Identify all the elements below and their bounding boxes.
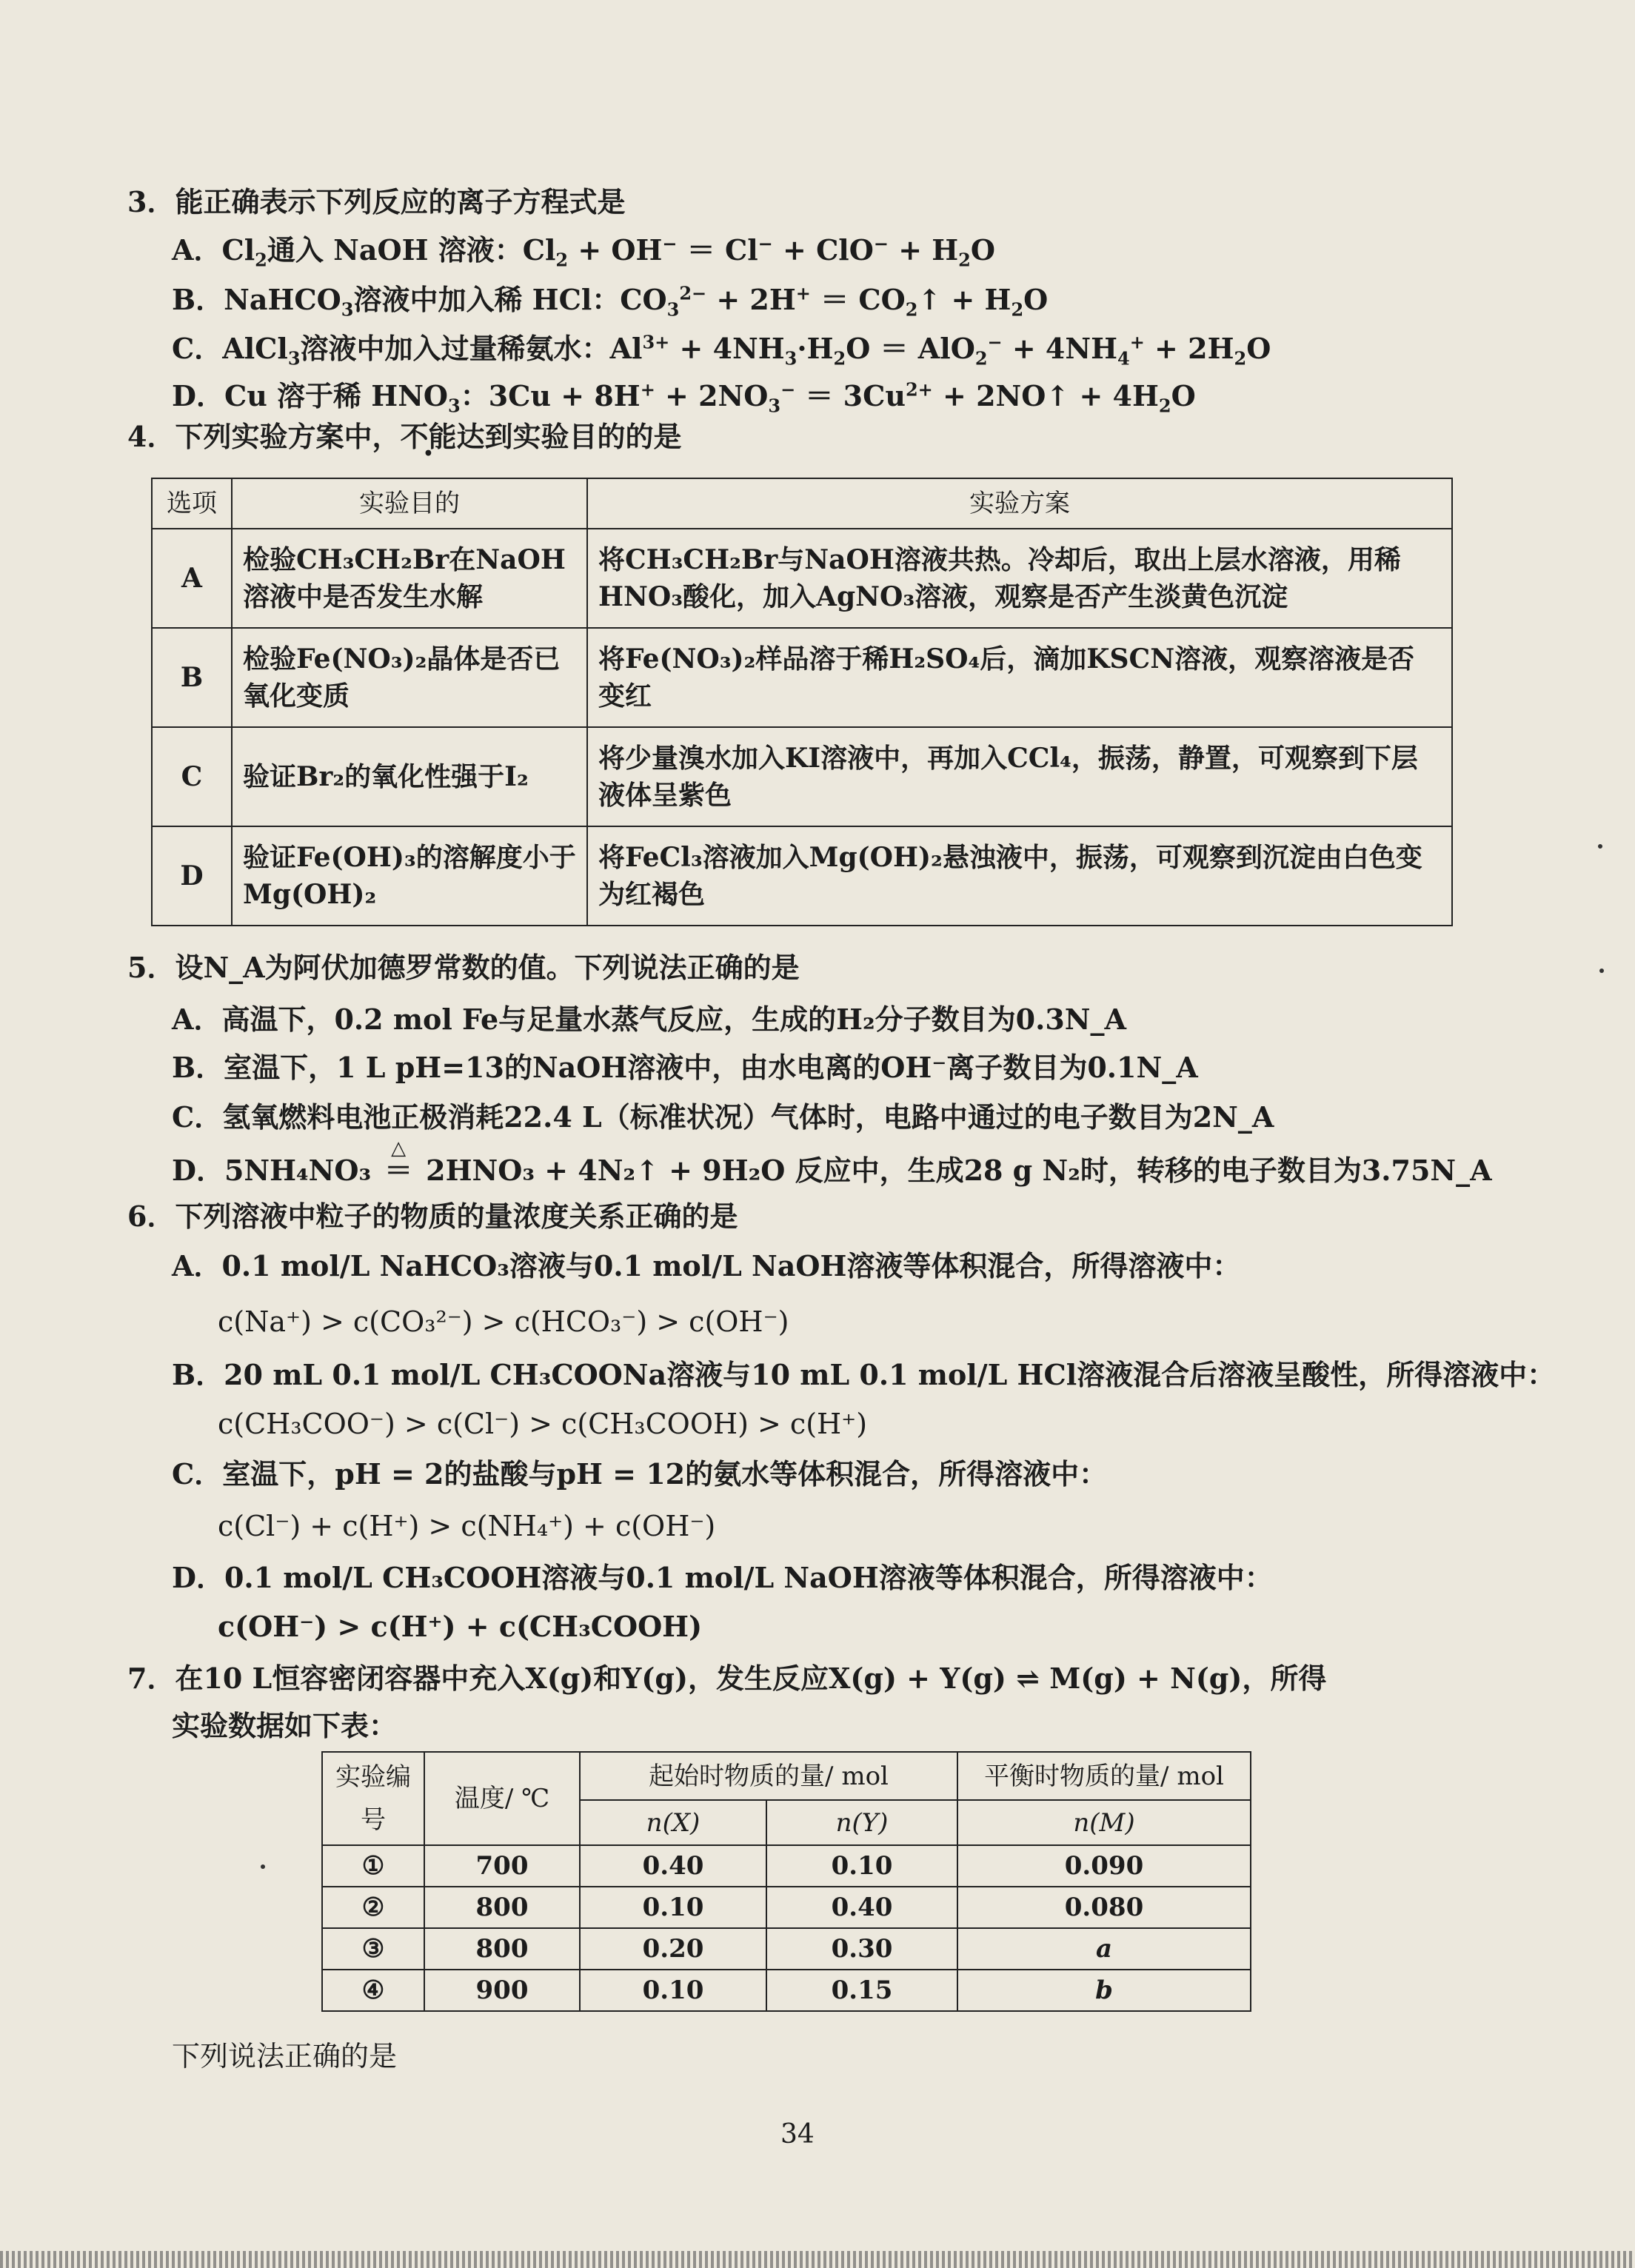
q4-table <box>151 478 1453 926</box>
scan-speck <box>261 1864 265 1869</box>
table-row: A 检验CH₃CH₂Br在NaOH溶液中是否发生水解 将CH₃CH₂Br与NaOH溶液共热。冷却后，取出上层水溶液，用稀HNO₃酸化，加入AgNO₃溶液，观察是否产生淡黄色沉淀 <box>152 529 1452 628</box>
q7-stem-line1: 7．在10 L恒容密闭容器中充入X(g)和Y(g)，发生反应X(g) + Y(g) ⇌ M(g) + N(g)，所得 <box>127 1662 1327 1695</box>
q4-header-goal: 实验目的 <box>232 478 587 529</box>
table-row: ① 700 0.40 0.10 0.090 <box>322 1845 1251 1887</box>
q5-option-c: C．氢氧燃料电池正极消耗22.4 L（标准状况）气体时，电路中通过的电子数目为2N_A <box>172 1100 1274 1134</box>
q5-option-b: B．室温下，1 L pH=13的NaOH溶液中，由水电离的OH⁻离子数目为0.1N_A <box>172 1051 1198 1084</box>
table-row: D 验证Fe(OH)₃的溶解度小于Mg(OH)₂ 将FeCl₃溶液加入Mg(OH)₂悬浊液中，振荡，可观察到沉淀由白色变为红褐色 <box>152 826 1452 926</box>
q3-option-b: B．NaHCO$_3$溶液中加入稀 HCl：$CO_3^{2-} + 2H^+$ ＝ $CO_2↑ + H_2O$ <box>172 282 1049 321</box>
q7-stem-line2: 实验数据如下表： <box>172 1709 398 1742</box>
q6-option-a-text: A．0.1 mol/L NaHCO₃溶液与0.1 mol/L NaOH溶液等体积混合，所得溶液中： <box>172 1249 1241 1282</box>
table-row: ② 800 0.10 0.40 0.080 <box>322 1887 1251 1928</box>
table-row: ④ 900 0.10 0.15 b <box>322 1970 1251 2011</box>
q4-header-option: 选项 <box>152 478 232 529</box>
page-number: 34 <box>780 2119 815 2150</box>
q3-option-c: C．AlCl$_3$溶液中加入过量稀氨水：$Al^{3+} + 4NH_3\cdot H_2O = AlO_2^- + 4NH_4^+ + 2H_2O$ <box>172 331 1271 369</box>
table-row: C 验证Br₂的氧化性强于I₂ 将少量溴水加入KI溶液中，再加入CCl₄，振荡，静置，可观察到下层液体呈紫色 <box>152 727 1452 826</box>
q4-header-plan: 实验方案 <box>587 478 1452 529</box>
q7-table <box>321 1751 1251 2012</box>
q3-option-a: A．$Cl_2$通入 NaOH 溶液：$Cl_2 + OH^- = Cl^- + ClO^- + H_2O$ <box>172 233 995 271</box>
scan-speck <box>1598 844 1602 849</box>
q4-stem: 4．下列实验方案中，不能达到实验目的的是 <box>127 420 682 453</box>
scan-edge-strip <box>0 2251 1635 2268</box>
q6-option-c-formula: c(Cl⁻) + c(H⁺) > c(NH₄⁺) + c(OH⁻) <box>218 1510 716 1542</box>
q6-stem: 6．下列溶液中粒子的物质的量浓度关系正确的是 <box>127 1200 738 1233</box>
q5-stem: 5．设N_A为阿伏加德罗常数的值。下列说法正确的是 <box>127 951 800 984</box>
q7-header-nm: n(M) <box>957 1800 1251 1845</box>
q6-option-d-text: D．0.1 mol/L CH₃COOH溶液与0.1 mol/L NaOH溶液等体积混合，所得溶液中： <box>172 1561 1273 1594</box>
q7-header-nx: n(X) <box>580 1800 766 1845</box>
q3-option-d: D．Cu 溶于稀 $HNO_3$：$3Cu + 8H^+ + 2NO_3^- = 3Cu^{2+}$ + 2NO↑ + $4H_2O$ <box>172 378 1196 417</box>
q6-option-c-text: C．室温下，pH = 2的盐酸与pH = 12的氨水等体积混合，所得溶液中： <box>172 1457 1108 1491</box>
q5-option-d: D．5NH₄NO₃ △ ＝ 2HNO₃ + 4N₂↑ + 9H₂O 反应中，生成28 g N₂时，转移的电子数目为3.75N_A <box>172 1152 1492 1189</box>
q7-header-exp: 实验编号 <box>322 1752 424 1845</box>
table-row: ③ 800 0.20 0.30 a <box>322 1928 1251 1970</box>
q6-option-b-formula: c(CH₃COO⁻) > c(Cl⁻) > c(CH₃COOH) > c(H⁺) <box>218 1408 868 1440</box>
q5-option-a: A．高温下，0.2 mol Fe与足量水蒸气反应，生成的H₂分子数目为0.3N_A <box>172 1003 1126 1036</box>
q7-header-eq: 平衡时物质的量/ mol <box>957 1752 1251 1800</box>
q6-option-b-text: B．20 mL 0.1 mol/L CH₃COONa溶液与10 mL 0.1 mol/L HCl溶液混合后溶液呈酸性，所得溶液中： <box>172 1358 1556 1391</box>
heat-condition-mark: △ ＝ <box>384 1137 413 1187</box>
scan-speck <box>1599 969 1604 973</box>
q3-stem: 3．能正确表示下列反应的离子方程式是 <box>127 185 626 218</box>
q7-header-ny: n(Y) <box>766 1800 957 1845</box>
emphasis-not: 不能 <box>400 420 457 453</box>
q6-option-a-formula: c(Na⁺) > c(CO₃²⁻) > c(HCO₃⁻) > c(OH⁻) <box>218 1305 789 1338</box>
q7-header-temp: 温度/ ℃ <box>424 1752 580 1845</box>
q6-option-d-formula: c(OH⁻) > c(H⁺) + c(CH₃COOH) <box>218 1610 703 1643</box>
q7-tail: 下列说法正确的是 <box>172 2040 398 2073</box>
table-row: B 检验Fe(NO₃)₂晶体是否已氧化变质 将Fe(NO₃)₂样品溶于稀H₂SO₄后，滴加KSCN溶液，观察溶液是否变红 <box>152 628 1452 727</box>
q7-header-start: 起始时物质的量/ mol <box>580 1752 957 1800</box>
